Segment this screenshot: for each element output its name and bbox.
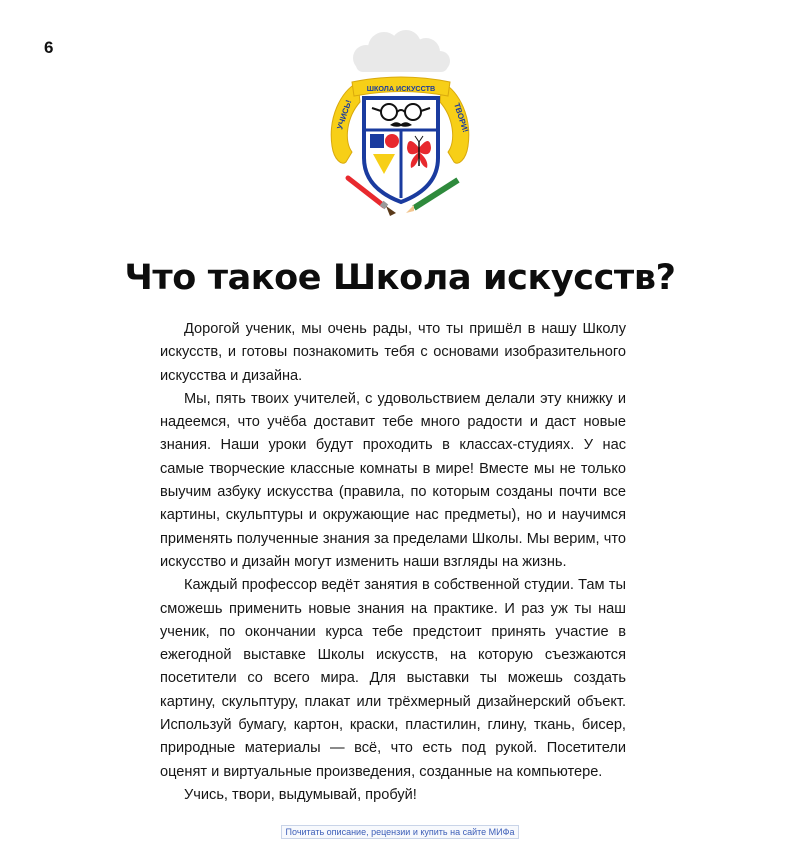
page-number: 6 xyxy=(44,38,54,57)
article-body xyxy=(160,318,626,807)
cloud-icon xyxy=(353,30,450,72)
left-ribbon-text: УЧИСЬ! xyxy=(335,98,354,131)
page-title: Что такое Школа искусств? xyxy=(124,258,676,298)
footer xyxy=(0,822,800,840)
right-ribbon-text: ТВОРИ! xyxy=(452,101,471,134)
school-crest-emblem xyxy=(318,30,484,216)
blue-square-icon xyxy=(370,134,384,148)
buy-on-mif-link[interactable]: Почитать описание, рецензии и купить на сайте МИФа xyxy=(281,825,520,839)
banner-text: ШКОЛА ИСКУССТВ xyxy=(366,84,436,93)
paragraph: Каждый профессор ведёт занятия в собственной студии. Там ты сможешь применить новые знания на практике. И раз уж ты наш ученик, по окончании курса тебе предстоит принять участие в ежегодной выставке Школы искусств, на которую съезжаются посетители со всего мира. Для выставки ты можешь создать картину, скульптуру, плакат или трёхмерный дизайнерский объект. Используй бумагу, картон, краски, пластилин, глину, ткань, бисер, природные материалы — всё, что есть под рукой. Посетители оценят и виртуальные произведения, созданные на компьютере. xyxy=(160,577,626,780)
paragraph: Дорогой ученик, мы очень рады, что ты пришёл в нашу Школу искусств, и готовы познакомить тебя с основами изобразительного искусства и дизайна. xyxy=(160,321,626,384)
paragraph: Учись, твори, выдумывай, пробуй! xyxy=(184,786,417,803)
paragraph: Мы, пять твоих учителей, с удовольствием делали эту книжку и надеемся, что учёба доставит тебе много радости и даст новые знания. Наши уроки будут проходить в классах-студиях. У нас самые творческие классные комнаты в мире! Вместе мы не только выучим азбуку искусства (правила, по которым созданы почти все картины, скульптуры и окружающие нас предметы), но и научимся применять полученные знания за пределами Школы. Мы верим, что искусство и дизайн могут изменить наши взгляды на жизнь. xyxy=(160,390,626,570)
red-circle-icon xyxy=(385,134,399,148)
